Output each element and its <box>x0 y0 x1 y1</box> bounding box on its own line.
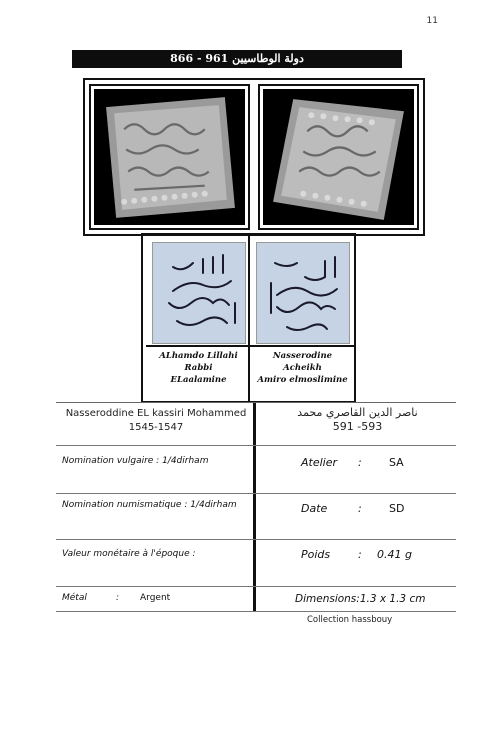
dimensions: Dimensions:1.3 x 1.3 cm <box>295 593 426 605</box>
atelier-label: Atelier <box>301 456 338 469</box>
reverse-line-1: Nasserodine <box>272 351 333 361</box>
coin-info-table <box>56 402 456 613</box>
poids-separator: : <box>358 548 362 561</box>
coin-photos-frame <box>83 78 425 236</box>
ruler-latin-cell <box>56 403 256 445</box>
nomination-numismatique-row <box>56 494 456 540</box>
valeur-label: Valeur monétaire à l'époque : <box>62 549 196 559</box>
ruler-latin-dates: 1545-1547 <box>128 422 184 433</box>
page-number: 11 <box>426 16 438 26</box>
coin-reverse-photo <box>258 84 419 230</box>
dimensions-cell <box>259 587 456 611</box>
obverse-legend-text <box>146 345 251 386</box>
reverse-line-3: Amiro elmoslimine <box>257 375 348 385</box>
nomination-numismatique: Nomination numismatique : 1/4dirham <box>62 500 237 510</box>
ruler-latin-name: Nasseroddine EL kassiri Mohammed <box>65 408 247 419</box>
reverse-legend-text <box>250 345 355 386</box>
obverse-line-3: ELaalamine <box>170 375 227 385</box>
metal-row <box>56 587 456 612</box>
valeur-cell <box>56 540 256 586</box>
reverse-legend <box>250 235 355 401</box>
valeur-row <box>56 540 456 587</box>
ruler-row <box>56 403 456 446</box>
reverse-line-2: Acheikh <box>283 363 322 373</box>
atelier-separator: : <box>358 456 362 469</box>
date-cell <box>259 494 456 539</box>
reverse-calligraphy-image <box>256 242 350 344</box>
date-value: SD <box>389 502 405 515</box>
atelier-cell <box>259 446 456 493</box>
poids-cell <box>259 540 456 586</box>
legend-frame <box>141 233 356 403</box>
atelier-value: SA <box>389 456 404 469</box>
nomination-numismatique-cell <box>56 494 256 539</box>
ruler-arabic-cell <box>259 403 456 445</box>
nomination-vulgaire-row <box>56 446 456 494</box>
metal-cell <box>56 587 256 611</box>
metal-label: Métal <box>62 593 87 603</box>
poids-label: Poids <box>301 548 331 561</box>
obverse-line-2: Rabbi <box>184 363 213 373</box>
nomination-vulgaire: Nomination vulgaire : 1/4dirham <box>62 456 209 466</box>
obverse-legend <box>146 235 251 401</box>
poids-value: 0.41 g <box>377 548 412 561</box>
nomination-vulgaire-cell <box>56 446 256 493</box>
metal-value: Argent <box>140 593 171 603</box>
ruler-latin <box>56 407 256 435</box>
ruler-arabic <box>259 406 456 434</box>
metal-separator: : <box>116 593 120 603</box>
date-label: Date <box>301 502 328 515</box>
ruler-arabic-name: ناصر الدين القاصري محمد <box>297 406 418 419</box>
obverse-calligraphy-image <box>152 242 246 344</box>
collection-credit: Collection hassbouy <box>307 615 393 625</box>
dynasty-title: دولة الوطاسيين 961 - 866 <box>72 50 402 68</box>
obverse-line-1: ALhamdo Lillahi <box>159 351 238 361</box>
ruler-arabic-dates: 591 -593 <box>332 420 383 433</box>
coin-obverse-photo <box>89 84 250 230</box>
date-separator: : <box>358 502 362 515</box>
